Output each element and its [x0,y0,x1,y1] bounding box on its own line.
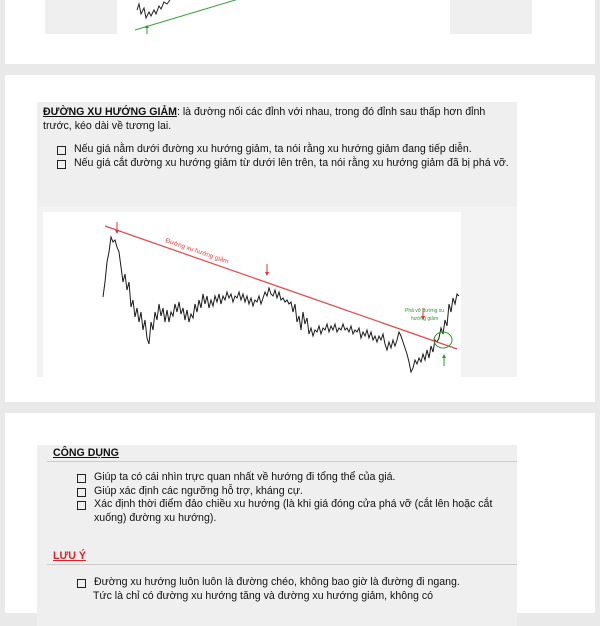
downtrend-term: ĐƯỜNG XU HƯỚNG GIẢM [43,106,177,118]
list-item: Xác định thời điểm đảo chiều xu hướng (là khi giá đóng cửa phá vỡ (cắt lên hoặc cắt xuống) đường xu hướng). [77,498,515,525]
page-1-gray-block-left [45,0,117,34]
list-item: Giúp ta có cái nhìn trực quan nhất về hướng đi tổng thể của giá. [77,471,515,485]
downtrend-chart [43,212,461,378]
uses-bullet-list [77,471,515,525]
breakout-label-line-1: Phá vỡ đường xu [405,308,445,314]
list-item: Nếu giá nằm dưới đường xu hướng giảm, ta nói rằng xu hướng giảm đang tiếp diễn. [57,143,515,157]
downtrend-heading [43,105,513,133]
notes-title: LƯU Ý [53,550,86,562]
peak-marker-1 [115,222,119,234]
list-item: Giúp xác định các ngưỡng hỗ trợ, kháng cự. [77,485,515,499]
checkbox-bullet-icon [77,474,86,483]
uses-title: CÔNG DỤNG [53,447,119,459]
page-3 [5,413,595,613]
downtrend-price-line [103,237,459,372]
page-1-gray-block-right [450,0,532,34]
list-item-continuation: Tức là chỉ có đường xu hướng tăng và đường xu hướng giảm, không có [93,589,434,602]
list-item: Nếu giá cắt đường xu hướng giảm từ dưới lên trên, ta nói rằng xu hướng giảm đã bị phá vỡ. [57,157,515,171]
list-item: Đường xu hướng luôn luôn là đường chéo, không bao giờ là đường đi ngang. [77,576,515,590]
checkbox-bullet-icon [57,160,66,169]
uptrend-chart-fragment [117,0,247,40]
downtrend-definition: : là đường nối các đỉnh với nhau, trong đó đỉnh sau thấp hơn đỉnh trước, kéo dài về tương lai. [43,106,486,132]
page-2 [5,75,595,402]
uptrend-price-line [137,0,170,18]
downtrend-bullet-list [57,143,515,170]
checkbox-bullet-icon [77,501,86,510]
uses-divider [47,461,517,462]
notes-divider [47,564,517,565]
checkbox-bullet-icon [57,146,66,155]
breakout-circle [434,332,452,348]
downtrend-trendline [105,226,457,349]
breakout-label-line-2: hướng giảm [411,316,439,322]
page-1 [5,0,595,64]
breakout-up-marker [442,354,446,366]
checkbox-bullet-icon [77,488,86,497]
checkbox-bullet-icon [77,579,86,588]
notes-bullet-list [77,576,515,603]
trendline-label: Đường xu hướng giảm [164,237,230,266]
peak-marker-2 [265,264,269,276]
